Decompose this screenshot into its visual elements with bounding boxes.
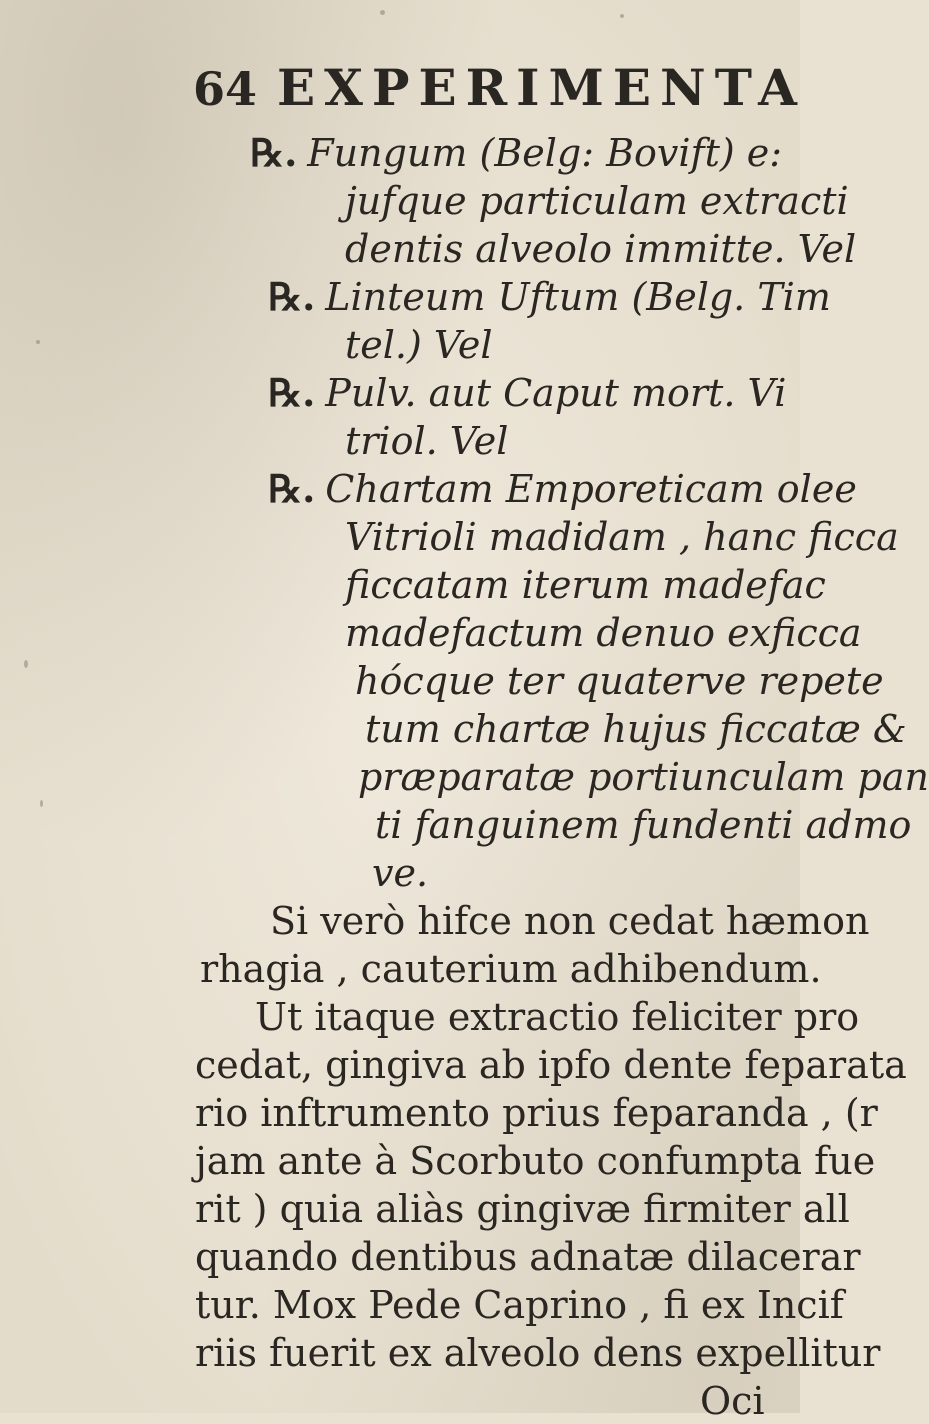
- line-text: quando dentibus adnatæ dilacerar: [195, 1235, 861, 1279]
- text-line: [358, 754, 929, 800]
- text-line: [345, 610, 862, 656]
- line-text: ve.: [372, 851, 429, 895]
- paper-speck: [620, 14, 624, 18]
- text-line: [355, 658, 884, 704]
- text-line: [372, 850, 428, 896]
- text-line: [250, 130, 782, 176]
- line-text: rio inftrumento prius feparanda , (r: [195, 1091, 878, 1135]
- text-line: [268, 466, 857, 512]
- line-text: riis fuerit ex alveolo dens expellitur: [195, 1331, 881, 1375]
- text-line: [268, 274, 831, 320]
- line-text: Si verò hifce non cedat hæmon: [270, 899, 870, 943]
- paper-speck: [40, 800, 43, 807]
- line-text: rhagia , cauterium adhibendum.: [200, 947, 822, 991]
- text-line: [700, 1378, 765, 1424]
- recipe-symbol: ℞.: [268, 274, 316, 319]
- text-line: [345, 322, 493, 368]
- line-text: præparatæ portiunculam pan: [358, 755, 929, 799]
- text-line: [270, 898, 869, 944]
- recipe-symbol: ℞.: [268, 370, 316, 415]
- line-text: triol. Vel: [345, 419, 509, 463]
- recipe-symbol: ℞.: [268, 466, 316, 511]
- text-line: [375, 802, 911, 848]
- line-text: Chartam Emporeticam olee: [325, 467, 857, 511]
- text-line: [345, 514, 899, 560]
- line-text: rit ) quia aliàs gingivæ firmiter all: [195, 1187, 850, 1231]
- line-text: Ut itaque extractio feliciter pro: [255, 995, 860, 1039]
- running-title: EXPERIMENTA: [277, 58, 806, 117]
- text-line: [195, 1090, 878, 1136]
- page-number: 64: [193, 62, 258, 116]
- text-line: [195, 1042, 907, 1088]
- line-text: Linteum Uftum (Belg. Tim: [325, 275, 831, 319]
- text-line: [195, 1234, 861, 1280]
- text-line: [195, 1282, 844, 1328]
- line-text: ficcatam iterum madefac: [345, 563, 826, 607]
- line-text: jam ante à Scorbuto confumpta fue: [195, 1139, 876, 1183]
- line-text: jufque particulam extracti: [345, 179, 849, 223]
- text-line: [345, 226, 856, 272]
- line-text: Vitrioli madidam , hanc ficca: [345, 515, 899, 559]
- line-text: Oci: [700, 1379, 765, 1423]
- text-line: [195, 1138, 875, 1184]
- line-text: dentis alveolo immitte. Vel: [345, 227, 857, 271]
- text-line: [255, 994, 859, 1040]
- paper-speck: [380, 10, 385, 15]
- line-text: Fungum (Belg: Bovift) e:: [307, 131, 783, 175]
- line-text: cedat, gingiva ab ipfo dente feparata: [195, 1043, 907, 1087]
- text-line: [195, 1330, 880, 1376]
- text-line: [195, 1186, 850, 1232]
- line-text: tum chartæ hujus ficcatæ &: [365, 707, 907, 751]
- text-line: [345, 178, 849, 224]
- line-text: hócque ter quaterve repete: [355, 659, 884, 703]
- paper-speck: [24, 660, 28, 668]
- paper-speck: [36, 340, 40, 344]
- text-line: [365, 706, 907, 752]
- text-line: [345, 418, 508, 464]
- line-text: ti fanguinem fundenti admo: [375, 803, 912, 847]
- recipe-symbol: ℞.: [250, 130, 298, 175]
- line-text: tur. Mox Pede Caprino , fi ex Incif: [195, 1283, 844, 1327]
- text-line: [268, 370, 786, 416]
- line-text: tel.) Vel: [345, 323, 493, 367]
- text-line: [200, 946, 822, 992]
- text-line: [345, 562, 826, 608]
- line-text: madefactum denuo exficca: [345, 611, 862, 655]
- line-text: Pulv. aut Caput mort. Vi: [325, 371, 787, 415]
